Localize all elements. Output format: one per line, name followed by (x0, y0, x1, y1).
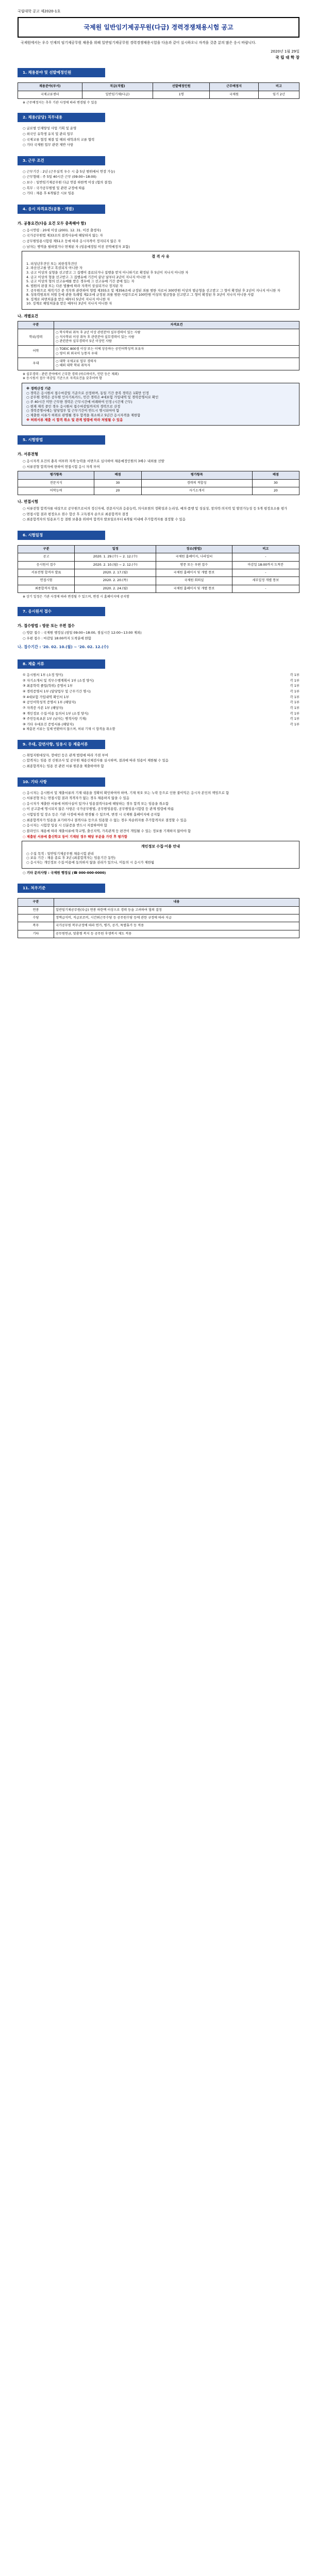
box-line: 9. 징계로 파면처분을 받은 때부터 5년이 지나지 아니한 자 (26, 297, 110, 301)
box-title: 개인정보 수집·이용 안내 (141, 844, 180, 849)
notice-date: 2020년 1월 29일 (271, 49, 299, 54)
list-item-count: 각 1부 (290, 678, 299, 683)
box-title: 결 격 사 유 (152, 255, 170, 259)
list-item: ○ 국제교류 협정 체결 및 해외 대학과의 교류 협력 (23, 137, 95, 142)
table-cell: 면접시험 (18, 577, 75, 585)
table-header: 근무예정지 (210, 83, 259, 91)
list-item-label: ② 자기소개서 및 직무수행계획서 1부 (소정 양식) (23, 678, 94, 683)
list-item-count: 각 1부 (290, 705, 299, 710)
schedule-table (18, 545, 299, 593)
table-cell: 20 (94, 487, 141, 495)
document-list (18, 673, 299, 726)
table-header: 구분 (18, 899, 54, 906)
page-title: 국제원 일반임기제공무원(다급) 경력경쟁채용시험 공고 (84, 24, 233, 31)
paragraph: ○ 서류전형 합격자를 대상으로 공무원으로서의 정신자세, 전문지식과 응용능력, 의사표현의 정확성과 논리성, 예의·품행 및 성실성, 창의력·의지력 및 발전가능성 등 5개 평정요소를 평가 (23, 506, 288, 511)
list-item: ○ 기타 : 채용 후 6개월간 시보 임용 (23, 191, 75, 196)
table-cell: 공고 (18, 553, 75, 561)
table-cell: 국제원 홈페이지, 나라일터 (156, 553, 232, 561)
table-cell: ○ 대학 국제교류 업무 경력자 ○ 해외 대학 학위 취득자 (54, 358, 299, 370)
table-cell: 임기 2년 (258, 91, 299, 98)
section-3-heading: 3. 근무 조건 (18, 156, 105, 165)
table-cell: 국제원 홈페이지 및 개별 통보 (156, 569, 232, 577)
document-screening-table (18, 471, 299, 495)
table-cell: 방문 또는 우편 접수 (156, 561, 232, 569)
disqualification-box (22, 251, 299, 310)
table-row (18, 479, 299, 487)
table-header: 배점 (252, 471, 299, 479)
list-item: ○ 공무원임용시험령 제51조 등에 따라 응시자격이 정지되지 않은 자 (23, 239, 121, 243)
table-cell: 30 (94, 479, 141, 487)
list-item (23, 684, 299, 688)
paragraph: ○ 최종합격자는 임용 전 관련 서류 원본을 제출하여야 함 (23, 764, 104, 768)
list-item-count: 각 1부 (290, 684, 299, 688)
paragraph: ○ 취업지원대상자, 장애인 등은 관계 법령에 따라 가점 부여 (23, 753, 108, 757)
list-item: ○ 응시자는 응시원서 및 제출서류의 기재 내용을 정확히 확인하여야 하며, 기재 착오 또는 누락 등으로 인한 불이익은 응시자 본인의 책임으로 함 (23, 790, 229, 795)
table-header: 내용 (54, 899, 299, 906)
table-cell: 자기소개서 (141, 487, 252, 495)
misc-list (18, 791, 299, 839)
paragraph: ○ 합격자는 임용 전 신원조사 및 공무원 채용신체검사를 실시하며, 결과에 따라 임용이 제한될 수 있음 (23, 758, 169, 763)
list-item: ○ 시험일정 및 장소 등은 기관 사정에 따라 변경될 수 있으며, 변경 시 국제원 홈페이지에 공지함 (23, 812, 160, 817)
list-item-label: ⑧ 개인정보 수집·이용 동의서 1부 (소정 양식) (23, 711, 89, 716)
warning-line: ※ 허위서류 제출 시 합격 취소 및 관계 법령에 따라 처벌될 수 있음 (26, 417, 123, 422)
intro-text: 국제원에서는 우수 인재의 임기제공무원 채용을 위해 일반임기제공무원 경력경쟁채용시험을 다음과 같이 실시하오니 자격을 갖춘 분의 많은 응시 바랍니다. (21, 40, 256, 45)
list-item: ○ 이 공고문에 명시되지 않은 사항은 국가공무원법, 공무원임용령, 공무원임용시험령 등 관계 법령에 따름 (23, 807, 174, 811)
paragraph: ○ 면접시험 결과 평정요소 점수 합산 후 고득점자 순으로 최종합격자 결정 (23, 512, 128, 516)
table-header: 일정 (75, 545, 156, 553)
table-cell: 복무 (18, 922, 54, 930)
table-header: 장소(방법) (156, 545, 232, 553)
table-cell: 국가공무원 복무규정에 따라 연가, 병가, 공가, 특별휴가 등 적용 (54, 922, 299, 930)
table-row (18, 487, 299, 495)
table-cell: 30 (252, 479, 299, 487)
subsection-heading: 가. 접수방법 : 방문 또는 우편 접수 (18, 623, 75, 629)
table-row (18, 914, 299, 922)
title-box (18, 17, 299, 37)
list-item: ○ 응시연령 : 20세 이상 (2001. 12. 31. 이전 출생자) (23, 228, 101, 232)
table-cell: 학위/경력 (18, 329, 54, 346)
warning-line: ○ 제출된 서류에 출신학교 등이 기재된 경우 해당 부분을 가린 후 평가함 (23, 834, 127, 839)
table-cell: 2020. 2. 17.(월) (75, 569, 156, 577)
table-cell: 공무원연금, 맞춤형 복지 등 공무원 후생복지 제도 적용 (54, 930, 299, 938)
table-cell: 최종합격자 발표 (18, 585, 75, 592)
table-header: 자격요건 (54, 321, 299, 329)
list-item-label: ④ 경력증명서 1부 (담당업무 및 근무기간 명시) (23, 689, 91, 693)
table-cell: 기타 (18, 930, 54, 938)
table-header: 비고 (258, 83, 299, 91)
table-cell: 2020. 2. 24.(월) (75, 585, 156, 592)
table-cell: 일반임기제(다급) (82, 91, 153, 98)
list-item (23, 717, 299, 721)
box-line: 10. 징계로 해임처분을 받은 때부터 3년이 지나지 아니한 자 (26, 301, 112, 306)
list-item-count: 각 1부 (290, 711, 299, 716)
contact-info: ○ 기타 문의사항 : 국제원 행정실 (☎ 000-000-0000) (23, 870, 106, 875)
career-criteria-box (22, 383, 299, 426)
list-item: ○ 블라인드 채용에 따라 제출서류에 학교명, 출신지역, 가족관계 등 편견이 개입될 수 있는 정보를 기재하지 않아야 함 (23, 829, 191, 834)
section-7-heading: 7. 응시원서 접수 (18, 607, 105, 616)
note-text: ※ 응시원서 접수 마감일 기준으로 자격요건을 갖추어야 함 (23, 376, 103, 380)
list-item: ○ 근무기간 : 2년 (근무실적 우수 시 총 5년 범위에서 연장 가능) (23, 169, 115, 174)
subsection-heading: 가. 서류전형 (18, 452, 38, 457)
subsection-heading: 가. 공통요건(다음 요건 모두 충족해야 함) (18, 221, 86, 226)
table-cell: 국제교류센터 (18, 91, 82, 98)
list-item: ○ 남자는 병역을 필하였거나 면제된 자 (임용예정일 이전 전역예정자 포함) (23, 244, 130, 249)
table-row (18, 922, 299, 930)
table-header: 직급(직렬) (82, 83, 153, 91)
list-item-label: ⑦ 자격증 사본 1부 (해당자) (23, 705, 63, 710)
table-row (18, 329, 299, 346)
list-item-count: 각 1부 (290, 717, 299, 721)
note-text: ※ 실무경력 : 관련 분야에서 근무한 경력 (아르바이트, 인턴 등은 제외) (23, 372, 119, 376)
list-item: ○ 최종합격자가 임용을 포기하거나 결격사유 등으로 임용할 수 없는 경우 차순위자를 추가합격자로 결정할 수 있음 (23, 818, 187, 822)
box-line: ○ 경력증명서에는 담당업무 및 근무기간이 반드시 명시되어야 함 (26, 409, 120, 413)
list-item (23, 679, 299, 683)
box-line: ○ 수집 목적 : 일반임기제공무원 채용시험 관리 (26, 851, 94, 856)
list-item: ○ 응시자가 제출한 서류에 허위사실이 있거나 임용결격사유에 해당하는 경우 합격 또는 임용을 취소함 (23, 801, 169, 806)
subsection-heading: 나. 개별요건 (18, 314, 38, 319)
table-cell: ○ 학사학위 취득 후 2년 이상 관련분야 실무경력이 있는 사람 ○ 석사학위 이상 취득 후 관련분야 실무경력이 있는 사람 ○ 관련분야 실무경력이 5년 이상인 사람 (54, 329, 299, 346)
privacy-box (22, 841, 299, 868)
table-cell: 2020. 1. 29.(수) ~ 2. 12.(수) (75, 553, 156, 561)
list-item: ○ 응시자는 시험장 입실 시 신분증을 반드시 지참하여야 함 (23, 823, 107, 828)
box-line: ○ 경력은 응시원서 접수마감일 기준으로 산정하며, 동일 기간 중복 경력은 1회만 인정 (26, 391, 149, 395)
table-header: 구분 (18, 545, 75, 553)
box-line: ○ 제출한 서류가 허위로 판명될 경우 합격을 취소하고 5년간 응시자격을 제한함 (26, 413, 141, 417)
paragraph: ○ 우편 접수 : 마감일 18:00까지 도착분에 한함 (23, 636, 91, 640)
list-item: ○ 보수 : 일반임기제공무원 다급 연봉 하한액 이상 (협의 결정) (23, 180, 112, 185)
box-line: 2. 파산선고를 받고 복권되지 아니한 자 (26, 266, 82, 270)
list-item-count: 각 1부 (290, 694, 299, 699)
table-header: 평가항목 (141, 471, 252, 479)
list-item (23, 706, 299, 710)
subsection-heading: 나. 접수기간 : '20. 02. 10.(월) ~ '20. 02. 12.(수) (18, 645, 109, 650)
table-cell: 2020. 2. 10.(월) ~ 2. 12.(수) (75, 561, 156, 569)
box-line: ○ 보유 기간 : 채용 종료 후 3년 (최종합격자는 임용기간 동안) (26, 856, 115, 860)
table-cell: 어학능력 (18, 487, 94, 495)
table-cell: 전문지식 (18, 479, 94, 487)
table-cell: 세부일정 개별 통보 (232, 577, 299, 585)
table-cell: 20 (252, 487, 299, 495)
list-item: ○ 외국인 유학생 유치 및 관리 업무 (23, 131, 74, 136)
list-item-count: 각 1부 (290, 700, 299, 705)
table-cell: 어학 (18, 346, 54, 358)
table-cell: 국제원 회의실 (156, 577, 232, 585)
table-header: 선발예정인원 (153, 83, 210, 91)
list-item (23, 711, 299, 716)
table-row (18, 906, 299, 914)
box-line: 7. 공무원으로 재직기간 중 직무와 관련하여 형법 제355조 및 제356조에 규정된 죄를 범한 자로서 300만원 이상의 벌금형을 선고받고 그 형이 확정된 후 2년이 지나지 아니한 자 (26, 288, 280, 293)
box-line: ○ 공무원 경력은 공무원 인사기록카드, 민간 경력은 4대보험 가입내역 및 경력증명서로 확인 (26, 395, 159, 400)
list-item-label: ① 응시원서 1부 (소정 양식) (23, 673, 63, 677)
list-item: ○ 기타 국제원 업무 관련 제반 사항 (23, 143, 74, 147)
box-line: ※ 경력산정 기준 (26, 386, 51, 391)
notice-number: 국립대학 공고 제2020-1호 (18, 9, 61, 13)
list-item: ○ 글로벌 인재양성 사업 기획 및 운영 (23, 126, 77, 131)
notice-page (0, 0, 317, 961)
section-6-heading: 6. 시험일정 (18, 531, 105, 540)
table-header: 채용분야(부서) (18, 83, 82, 91)
list-item: ○ 근무형태 : 주 5일 40시간 근무 (09:00~18:00) (23, 175, 97, 179)
table-header: 비고 (232, 545, 299, 553)
list-item (23, 722, 299, 727)
box-line: 3. 금고 이상의 실형을 선고받고 그 집행이 종료되거나 집행을 받지 아니하기로 확정된 후 5년이 지나지 아니한 자 (26, 270, 189, 275)
subsection-heading: 나. 면접시험 (18, 499, 38, 504)
issuing-org: 국 립 대 학 장 (275, 55, 299, 60)
paragraph: ○ 서류전형 합격자에 한하여 면접시험 응시 자격 부여 (23, 464, 100, 469)
paragraph: ○ 최종합격자의 임용포기 등 결원 보충을 위하여 합격자 발표일로부터 6개월 이내에 추가합격자를 결정할 수 있음 (23, 517, 186, 522)
table-cell: 정액급식비, 직급보조비, 시간외근무수당 등 공무원수당 등에 관한 규정에 따라 지급 (54, 914, 299, 922)
table-cell: 응시원서 접수 (18, 561, 75, 569)
list-item (23, 673, 299, 677)
list-item-label: ⑥ 공인어학성적 증명서 1부 (해당자) (23, 700, 76, 705)
section-9-heading: 9. 우대, 감면사항, 임용시 등 제출서류 (18, 740, 105, 749)
paragraph: ○ 방문 접수 : 국제원 행정실 (평일 09:00~18:00, 점심시간 12:00~13:00 제외) (23, 631, 142, 635)
table-cell: 국제원 홈페이지 및 개별 통보 (156, 585, 232, 592)
table-cell: - (232, 585, 299, 592)
table-cell: 경력의 적합성 (141, 479, 252, 487)
common-requirements (18, 228, 299, 249)
individual-requirements-table (18, 321, 299, 370)
box-line: 4. 금고 이상의 형을 선고받고 그 집행유예 기간이 끝난 날부터 2년이 지나지 아니한 자 (26, 275, 151, 279)
table-row (18, 91, 299, 98)
list-item-label: ⑩ 기타 우대요건 증빙서류 (해당자) (23, 722, 74, 726)
table-cell: - (232, 553, 299, 561)
table-row (18, 553, 299, 561)
section-11-heading: 11. 처우기준 (18, 884, 105, 893)
section-10-heading: 10. 기타 사항 (18, 777, 105, 787)
box-line: ○ 주 40시간 미만 근무한 경력은 근무시간에 비례하여 인정 (시간제 근무) (26, 400, 132, 404)
treatment-table (18, 898, 299, 938)
section-2-heading: 2. 채용(담당) 직무내용 (18, 113, 105, 122)
table-row (18, 358, 299, 370)
table-row (18, 569, 299, 577)
table-header: 배점 (94, 471, 141, 479)
box-line: 6. 법원의 판결 또는 다른 법률에 따라 자격이 상실되거나 정지된 자 (26, 283, 123, 288)
section-5-heading: 5. 시험방법 (18, 435, 105, 445)
box-line: 1. 피성년후견인 또는 피한정후견인 (26, 261, 77, 266)
table-header: 구분 (18, 321, 54, 329)
table-cell: 국제원 (210, 91, 259, 98)
table-row (18, 930, 299, 938)
section-8-heading: 8. 제출 서류 (18, 659, 105, 669)
table-row (18, 577, 299, 585)
list-item (23, 689, 299, 694)
table-cell: 마감일 18:00까지 도착분 (232, 561, 299, 569)
list-item: ○ 서류전형 또는 면접시험 결과 적격자가 없는 경우 채용하지 않을 수 있음 (23, 796, 129, 801)
section-4-heading: 4. 응시 자격요건(공통 · 개별) (18, 205, 105, 214)
list-item-label: ⑨ 주민등록초본 1부 (남자는 병적사항 기재) (23, 717, 87, 721)
table-row (18, 346, 299, 358)
section-1-heading: 1. 채용분야 및 선발예정인원 (18, 68, 105, 77)
list-item: ○ 국가공무원법 제33조의 결격사유에 해당하지 않는 자 (23, 233, 103, 238)
condition-list (18, 170, 299, 196)
table-cell: 우대 (18, 358, 54, 370)
list-item-count: 각 1부 (290, 722, 299, 726)
box-line: 8. 성폭력범죄의 처벌 등에 관한 특례법 제2조에 규정된 죄를 범한 사람으로서 100만원 이상의 벌금형을 선고받고 그 형이 확정된 후 3년이 지나지 아니한 사람 (26, 293, 254, 297)
list-item: ○ 복무 : 국가공무원법 및 관련 규정에 따름 (23, 185, 85, 190)
table-cell: ○ TOEIC 800점 이상 또는 이에 상응하는 공인어학성적 보유자 ○ 영어 외 외국어 능통자 우대 (54, 346, 299, 358)
list-item (23, 700, 299, 705)
box-line: ○ 현재 재직 중인 경우 응시원서 접수마감일까지의 경력으로 산정 (26, 404, 121, 409)
table-cell: 2020. 2. 20.(목) (75, 577, 156, 585)
table-cell: 연봉 (18, 906, 54, 914)
note-text: ※ 상기 일정은 기관 사정에 따라 변경될 수 있으며, 변경 시 홈페이지에 공지함 (23, 595, 129, 599)
table-row (18, 585, 299, 592)
table-cell: 일반임기제공무원(다급) 연봉 하한액 이상으로 경력 등을 고려하여 협의 결정 (54, 906, 299, 914)
note-text: ※ 근무예정지는 추후 기관 사정에 따라 변경될 수 있음 (23, 101, 97, 105)
list-item-count: 각 1부 (290, 689, 299, 693)
list-item-count: 각 1부 (290, 673, 299, 677)
duty-list (18, 126, 299, 147)
table-cell: 수당 (18, 914, 54, 922)
paragraph: ○ 응시자격 요건의 충족 여부와 자격·능력을 서면으로 심사하여 채용예정인원의 3배수 내외를 선발 (23, 459, 164, 463)
note-text: ※ 제출된 서류는 일체 반환하지 않으며, 허위 기재 시 합격을 취소함 (23, 727, 115, 732)
table-row (18, 561, 299, 569)
box-line: 5. 금고 이상의 형의 선고유예를 받은 경우에 그 선고유예 기간 중에 있는 자 (26, 279, 135, 284)
list-item (23, 695, 299, 700)
table-cell: 1명 (153, 91, 210, 98)
table-cell: - (232, 569, 299, 577)
box-line: ○ 응시자는 개인정보 수집·이용에 동의하지 않을 권리가 있으나, 미동의 시 응시가 제한됨 (26, 860, 155, 865)
list-item-label: ⑤ 4대보험 가입내역 확인서 1부 (23, 694, 69, 699)
table-header: 평가항목 (18, 471, 94, 479)
list-item-label: ③ 최종학력 졸업(학위) 증명서 1부 (23, 684, 73, 688)
table-cell: 서류전형 합격자 발표 (18, 569, 75, 577)
recruitment-table (18, 82, 299, 99)
